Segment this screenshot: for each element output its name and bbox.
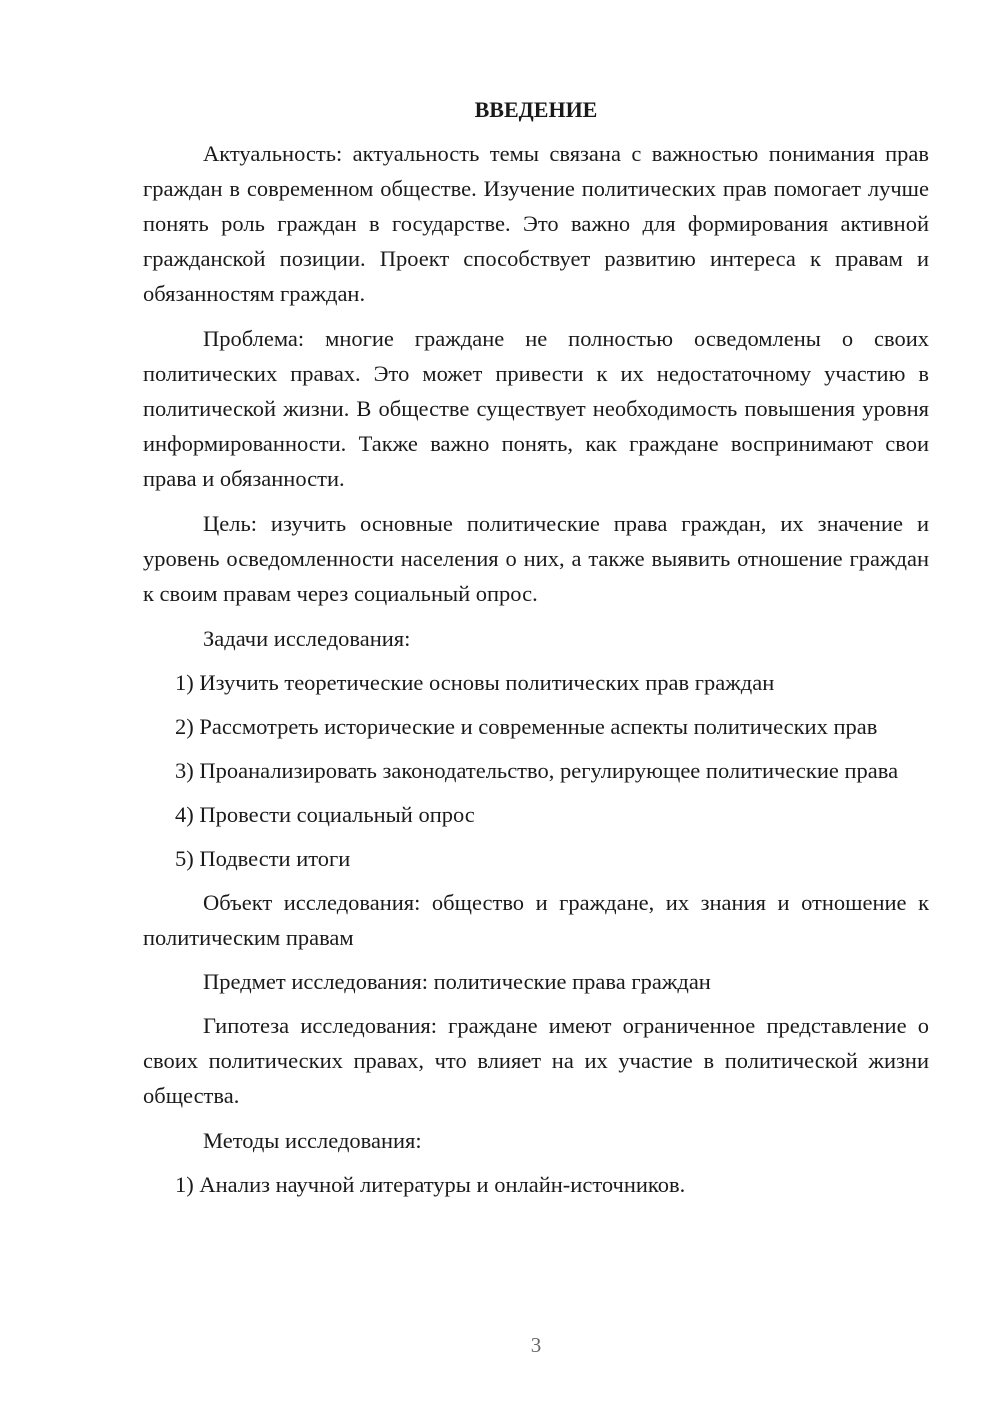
subject-paragraph: Предмет исследования: политические права граждан	[203, 969, 711, 994]
task-item: 2) Рассмотреть исторические и современные аспекты политических прав	[175, 714, 878, 739]
tasks-heading: Задачи исследования:	[203, 626, 411, 651]
document-page	[143, 92, 929, 1202]
hypothesis-paragraph: Гипотеза исследования: граждане имеют ограниченное представление о своих политических правах, что влияет на их участие в политической жизни общества.	[143, 1013, 929, 1108]
page-number: 3	[530, 1333, 542, 1357]
problem-paragraph: Проблема: многие граждане не полностью осведомлены о своих политических правах. Это может привести к их недостаточному участию в политической жизни. В обществе существует необходимость повышения уровня информированности. Также важно понять, как граждане воспринимают свои права и обязанности.	[143, 326, 929, 491]
task-item: 4) Провести социальный опрос	[175, 802, 475, 827]
relevance-paragraph: Актуальность: актуальность темы связана с важностью понимания прав граждан в современном обществе. Изучение политических прав помогает лучше понять роль граждан в государстве. Это важно для формирования активной гражданской позиции. Проект способствует развитию интереса к правам и обязанностям граждан.	[143, 141, 929, 306]
method-item: 1) Анализ научной литературы и онлайн-источников.	[175, 1172, 686, 1197]
goal-paragraph: Цель: изучить основные политические права граждан, их значение и уровень осведомленности населения о них, а также выявить отношение граждан к своим правам через социальный опрос.	[143, 511, 929, 606]
task-item: 1) Изучить теоретические основы политических прав граждан	[175, 670, 775, 695]
task-item: 3) Проанализировать законодательство, регулирующее политические права	[175, 758, 899, 783]
methods-heading: Методы исследования:	[203, 1128, 422, 1153]
task-item: 5) Подвести итоги	[175, 846, 351, 871]
object-paragraph: Объект исследования: общество и граждане, их знания и отношение к политическим правам	[143, 890, 929, 950]
page-title: ВВЕДЕНИЕ	[474, 97, 598, 122]
